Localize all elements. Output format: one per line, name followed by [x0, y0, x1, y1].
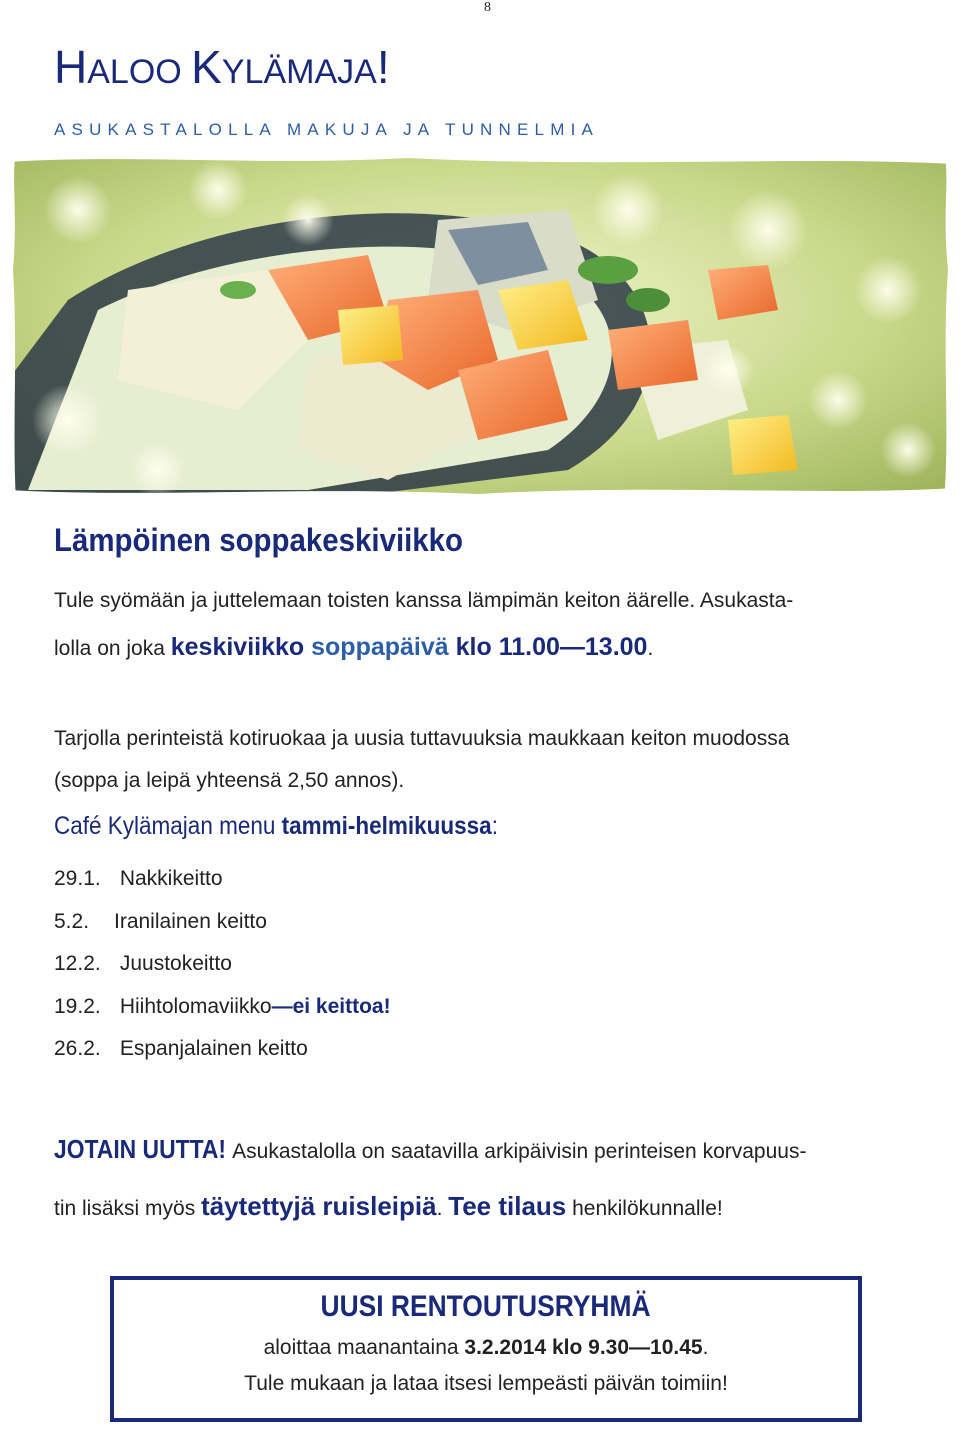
- box-start-line: [114, 1330, 858, 1366]
- box-start-datetime: 3.2.2014 klo 9.30—10.45: [464, 1336, 703, 1359]
- title-ylamaja: YLÄMAJA: [221, 53, 377, 91]
- soup-photo: [8, 150, 954, 502]
- menu-item-date: 5.2.: [54, 909, 90, 933]
- highlight-keskiviikko: keskiviikko: [170, 633, 305, 661]
- menu-item-name: Espanjalainen keitto: [114, 1037, 308, 1060]
- menu-item-name: Nakkikeitto: [114, 867, 223, 890]
- highlight-soppapaiva: soppapäivä: [304, 633, 449, 661]
- menu-item-name: Iranilainen keitto: [114, 909, 267, 933]
- menu-item-date: 19.2.: [54, 994, 101, 1018]
- page-subtitle: ASUKASTALOLLA MAKUJA JA TUNNELMIA: [54, 120, 600, 139]
- menu-title-period: tammi-helmikuussa: [281, 812, 492, 840]
- page-number: 8: [484, 0, 491, 15]
- soup-offer-line1: Tarjolla perinteistä kotiruokaa ja uusia tuttavuuksia maukkaan keiton muodossa: [54, 727, 790, 750]
- box-invite-line: Tule mukaan ja lataa itsesi lempeästi päivän toimiin!: [244, 1372, 728, 1395]
- box-start-text: aloittaa maanantaina: [263, 1336, 465, 1359]
- highlight-ruisleipia: täytettyjä ruisleipiä: [201, 1191, 437, 1221]
- highlight-tee-tilaus: Tee tilaus: [448, 1191, 567, 1221]
- relaxation-group-box: [110, 1276, 862, 1422]
- menu-item: [54, 864, 391, 907]
- box-start-end: .: [702, 1336, 709, 1359]
- menu-item-date: 26.2.: [54, 1037, 101, 1060]
- menu-title-colon: :: [491, 812, 498, 840]
- menu-item-extra: —ei keittoa!: [271, 994, 391, 1018]
- news-text-3: .: [436, 1197, 449, 1220]
- news-paragraph: [54, 1122, 934, 1236]
- soup-intro-line2-start: lolla on joka: [54, 637, 171, 660]
- menu-item-name: Juustokeitto: [114, 952, 232, 975]
- soup-intro-line2: [54, 632, 653, 664]
- menu-title-start: Café Kylämajan menu: [54, 812, 282, 840]
- menu-title: [54, 812, 498, 841]
- menu-item-name: Hiihtolomaviikko: [114, 994, 272, 1018]
- box-title: UUSI RENTOUTUSRYHMÄ: [320, 1290, 651, 1323]
- news-lead: JOTAIN UUTTA!: [54, 1134, 227, 1164]
- page-title: [54, 40, 390, 94]
- news-text-1: Asukastalolla on saatavilla arkipäivisin perinteisen korvapuus-: [227, 1140, 807, 1163]
- news-text-2: tin lisäksi myös: [54, 1197, 202, 1220]
- title-k: K: [191, 41, 222, 93]
- title-h: H: [54, 41, 88, 93]
- menu-item-date: 12.2.: [54, 952, 101, 975]
- menu-list: [54, 864, 391, 1077]
- news-text-4: henkilökunnalle!: [566, 1197, 723, 1220]
- menu-item: [54, 949, 391, 992]
- title-exclamation: !: [376, 41, 390, 93]
- soup-intro-end: .: [647, 637, 654, 660]
- menu-item-date: 29.1.: [54, 867, 101, 890]
- menu-item: [54, 992, 391, 1035]
- soup-intro-line1: Tule syömään ja juttelemaan toisten kanssa lämpimän keiton äärelle. Asukasta-: [54, 589, 794, 612]
- title-aloo: ALOO: [87, 53, 192, 91]
- menu-item: [54, 1034, 391, 1077]
- section-title-soup: Lämpöinen soppakeskiviikko: [54, 522, 464, 558]
- menu-item: [54, 907, 391, 950]
- highlight-time: klo 11.00—13.00: [448, 633, 648, 661]
- soup-offer-line2: (soppa ja leipä yhteensä 2,50 annos).: [54, 769, 405, 792]
